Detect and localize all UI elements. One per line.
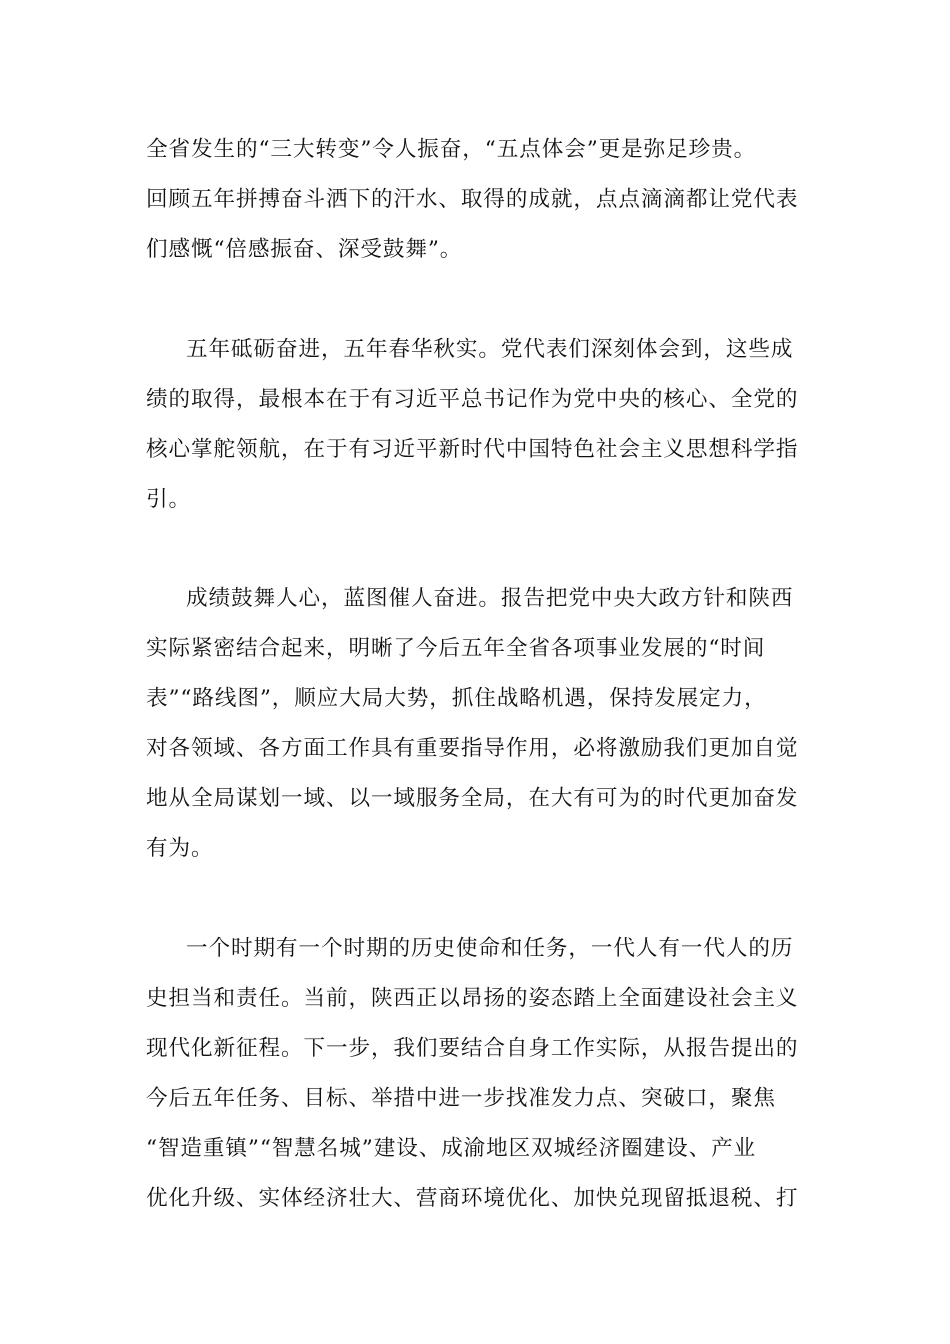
paragraph-4-line-6: 优化升级、实体经济壮大、营商环境优化、加快兑现留抵退税、打 <box>146 1186 799 1211</box>
paragraph-4-line-3: 现代化新征程。下一步，我们要结合自身工作实际，从报告提出的 <box>146 1036 799 1061</box>
paragraph-4-line-5: “智造重镇”“智慧名城”建设、成渝地区双城经济圈建设、产业 <box>146 1136 757 1161</box>
paragraph-4-line-1: 一个时期有一个时期的历史使命和任务，一代人有一代人的历 <box>186 936 794 961</box>
paragraph-4-line-2: 史担当和责任。当前，陕西正以昂扬的姿态踏上全面建设社会主义 <box>146 986 799 1011</box>
paragraph-3-line-2: 实际紧密结合起来，明晰了今后五年全省各项事业发展的“时间 <box>146 636 766 661</box>
paragraph-4-line-4: 今后五年任务、目标、举措中进一步找准发力点、突破口，聚焦 <box>146 1086 776 1111</box>
paragraph-2-line-2: 绩的取得，最根本在于有习近平总书记作为党中央的核心、全党的 <box>146 387 799 412</box>
paragraph-3-line-1: 成绩鼓舞人心，蓝图催人奋进。报告把党中央大政方针和陕西 <box>186 586 794 611</box>
paragraph-1-line-3: 们感慨“倍感振奋、深受鼓舞”。 <box>146 237 463 262</box>
paragraph-2-line-3: 核心掌舵领航，在于有习近平新时代中国特色社会主义思想科学指 <box>146 437 799 462</box>
paragraph-3-line-6: 有为。 <box>146 836 214 861</box>
paragraph-3-line-3: 表”“路线图”，顺应大局大势，抓住战略机遇，保持发展定力， <box>146 686 767 711</box>
paragraph-2-line-1: 五年砥砺奋进，五年春华秋实。党代表们深刻体会到，这些成 <box>186 337 794 362</box>
paragraph-1-line-1: 全省发生的“三大转变”令人振奋，“五点体会”更是弥足珍贵。 <box>146 137 757 162</box>
paragraph-2-line-4: 引。 <box>146 487 191 512</box>
paragraph-3-line-4: 对各领域、各方面工作具有重要指导作用，必将激励我们更加自觉 <box>146 736 799 761</box>
paragraph-3-line-5: 地从全局谋划一域、以一域服务全局，在大有可为的时代更加奋发 <box>146 786 799 811</box>
paragraph-1-line-2: 回顾五年拼搏奋斗洒下的汗水、取得的成就，点点滴滴都让党代表 <box>146 187 799 212</box>
